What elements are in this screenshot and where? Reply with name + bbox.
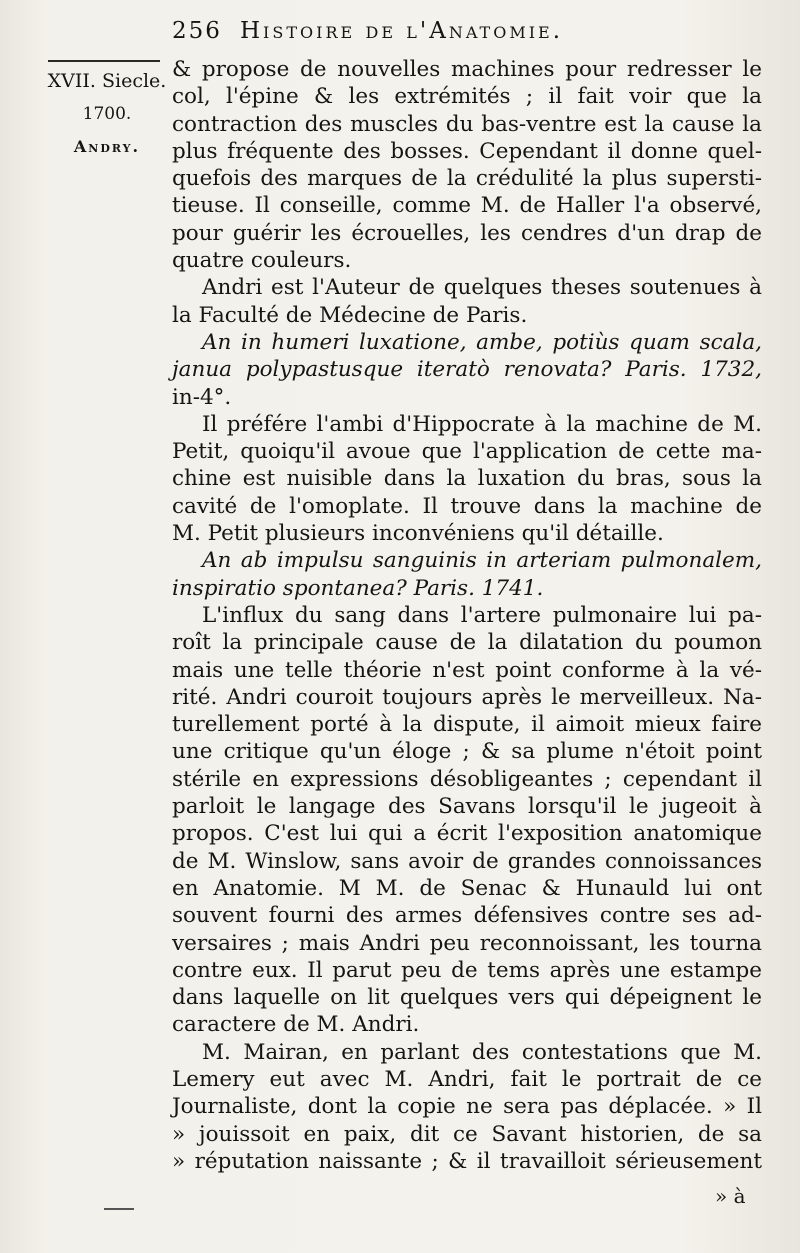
text-line: inspiratio spontanea? Paris. 1741. <box>172 575 544 601</box>
running-title: Histoire de l'Anatomie. <box>240 18 564 44</box>
text-line: quefois des marques de la crédulité la plus supersti- <box>172 166 762 192</box>
text-line: caractere de M. Andri. <box>172 1012 420 1038</box>
text-line: parloit le langage des Savans lorsqu'il le jugeoit à <box>172 794 762 820</box>
text-line: souvent fourni des armes défensives contre ses ad- <box>172 903 762 929</box>
text-line: L'influx du sang dans l'artere pulmonaire lui pa- <box>202 602 762 628</box>
body-text <box>172 56 762 1175</box>
text-line: » jouissoit en paix, dit ce Savant historien, de sa <box>172 1121 762 1147</box>
text-line: roît la principale cause de la dilatation du poumon <box>172 630 762 656</box>
text-line: in-4°. <box>172 384 232 410</box>
text-line: la Faculté de Médecine de Paris. <box>172 302 528 328</box>
text-line: Lemery eut avec M. Andri, fait le portrait de ce <box>172 1066 762 1092</box>
text-line: An ab impulsu sanguinis in arteriam pulmonalem, <box>202 548 762 574</box>
text-line: cavité de l'omoplate. Il trouve dans la machine de <box>172 493 762 519</box>
text-line: M. Mairan, en parlant des contestations que M. <box>202 1039 762 1065</box>
running-header <box>172 18 772 50</box>
text-line: Journaliste, dont la copie ne sera pas déplacée. » Il <box>172 1094 762 1120</box>
text-line: contraction des muscles du bas-ventre est la cause la <box>172 111 762 137</box>
text-line: une critique qu'un éloge ; & sa plume n'étoit point <box>172 739 762 765</box>
text-line: contre eux. Il parut peu de tems après une estampe <box>172 957 762 983</box>
text-line: plus fréquente des bosses. Cependant il donne quel- <box>172 138 762 164</box>
margin-dash <box>104 1208 134 1210</box>
text-line: en Anatomie. M M. de Senac & Hunauld lui ont <box>172 875 762 901</box>
text-line: Il préfére l'ambi d'Hippocrate à la machine de M. <box>202 411 762 437</box>
text-line: janua polypastusque iteratò renovata? Paris. 1732, <box>172 357 762 383</box>
text-line: dans laquelle on lit quelques vers qui dépeignent le <box>172 985 762 1011</box>
margin-note-century: XVII. Siecle. <box>47 70 167 92</box>
text-line: rité. Andri couroit toujours après le merveilleux. Na- <box>172 684 762 710</box>
text-line: propos. C'est lui qui a écrit l'exposition anatomique <box>172 821 762 847</box>
text-line: versaires ; mais Andri peu reconnoissant, les tourna <box>172 930 762 956</box>
text-line: stérile en expressions désobligeantes ; cependant il <box>172 766 762 792</box>
text-line: chine est nuisible dans la luxation du bras, sous la <box>172 466 762 492</box>
text-line: col, l'épine & les extrémités ; il fait voir que la <box>172 84 762 110</box>
text-line: quatre couleurs. <box>172 248 352 274</box>
text-line: Andri est l'Auteur de quelques theses soutenues à <box>202 275 762 301</box>
text-line: & propose de nouvelles machines pour redresser le <box>172 57 762 82</box>
catchword: » à <box>715 1184 746 1208</box>
text-line: M. Petit plusieurs inconvéniens qu'il détaille. <box>172 521 664 547</box>
margin-note-year: 1700. <box>82 104 132 124</box>
text-line: tieuse. Il conseille, comme M. de Haller l'a observé, <box>172 193 762 219</box>
text-line: » réputation naissante ; & il travailloit sérieusement <box>172 1148 762 1174</box>
text-line: mais une telle théorie n'est point conforme à la vé- <box>172 657 762 683</box>
page-number: 256 <box>172 18 222 44</box>
text-line: pour guérir les écrouelles, les cendres d'un drap de <box>172 220 762 246</box>
text-line: de M. Winslow, sans avoir de grandes connoissances <box>172 848 762 874</box>
margin-rule <box>48 60 160 62</box>
margin-note-author: Andry. <box>73 137 141 156</box>
text-line: turellement porté à la dispute, il aimoit mieux faire <box>172 712 762 738</box>
text-line: An in humeri luxatione, ambe, potiùs quam scala, <box>202 329 762 355</box>
text-line: Petit, quoiqu'il avoue que l'application de cette ma- <box>172 439 762 465</box>
